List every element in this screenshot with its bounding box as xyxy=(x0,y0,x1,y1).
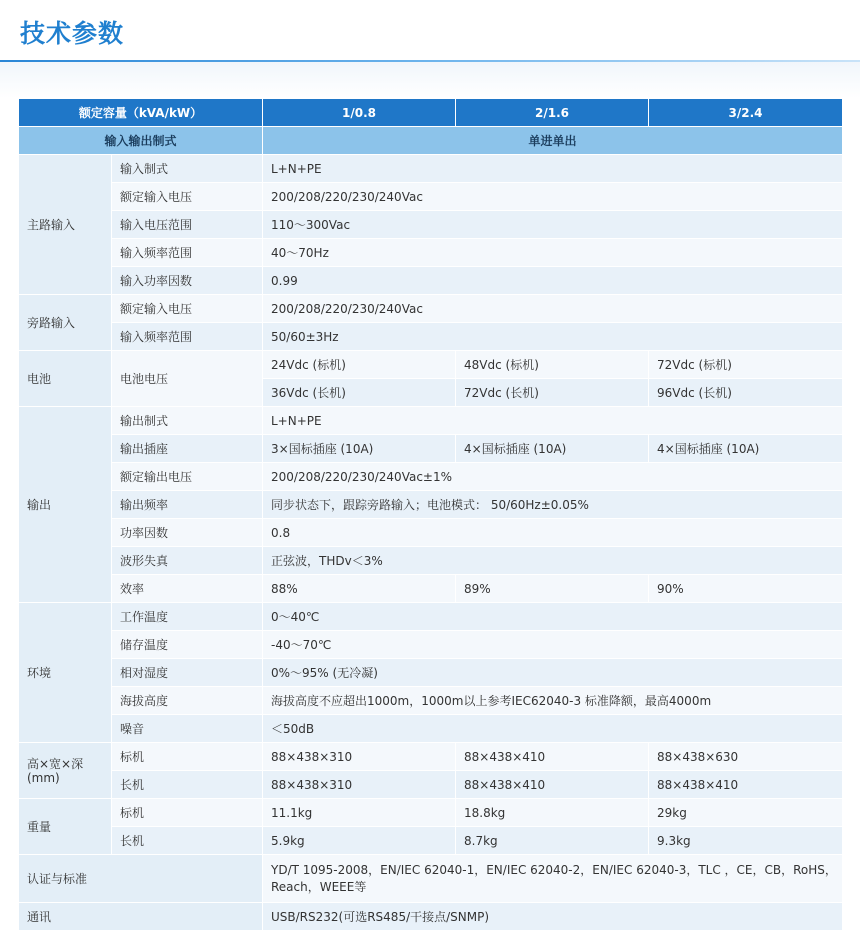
row-value: 88×438×410 xyxy=(456,743,649,771)
table-row xyxy=(19,715,843,743)
subheader-row xyxy=(19,127,843,155)
row-label: 效率 xyxy=(112,575,263,603)
table-row xyxy=(19,575,843,603)
table-row xyxy=(19,547,843,575)
spec-table xyxy=(18,98,843,931)
row-label: 额定输入电压 xyxy=(112,183,263,211)
row-value: 29kg xyxy=(649,799,843,827)
table-row xyxy=(19,295,843,323)
row-label: 输入制式 xyxy=(112,155,263,183)
row-label: 相对湿度 xyxy=(112,659,263,687)
communication-value: USB/RS232(可选RS485/干接点/SNMP) xyxy=(263,903,843,931)
dimensions-unit: (mm) xyxy=(27,770,60,785)
row-label: 噪音 xyxy=(112,715,263,743)
row-value: 88% xyxy=(263,575,456,603)
table-row xyxy=(19,323,843,351)
table-row xyxy=(19,903,843,931)
model-header: 1/0.8 xyxy=(263,99,456,127)
row-value: 36Vdc (长机) xyxy=(263,379,456,407)
row-value: L+N+PE xyxy=(263,155,843,183)
table-row xyxy=(19,211,843,239)
row-value: 96Vdc (长机) xyxy=(649,379,843,407)
title-shade xyxy=(0,62,860,98)
page-title: 技术参数 xyxy=(20,19,125,48)
row-label: 储存温度 xyxy=(112,631,263,659)
row-label: 输出频率 xyxy=(112,491,263,519)
row-value: 0.99 xyxy=(263,267,843,295)
row-label: 工作温度 xyxy=(112,603,263,631)
row-value: 88×438×410 xyxy=(649,771,843,799)
row-value: 88×438×410 xyxy=(456,771,649,799)
row-value: 48Vdc (标机) xyxy=(456,351,649,379)
table-row xyxy=(19,631,843,659)
row-label: 输入电压范围 xyxy=(112,211,263,239)
row-value: L+N+PE xyxy=(263,407,843,435)
row-value: 3×国标插座 (10A) xyxy=(263,435,456,463)
row-label: 电池电压 xyxy=(112,351,263,407)
row-value: -40～70℃ xyxy=(263,631,843,659)
table-row xyxy=(19,239,843,267)
table-row xyxy=(19,491,843,519)
table-row xyxy=(19,799,843,827)
row-value: 72Vdc (标机) xyxy=(649,351,843,379)
row-label: 额定输出电压 xyxy=(112,463,263,491)
row-value: 0%～95% (无冷凝) xyxy=(263,659,843,687)
table-row xyxy=(19,603,843,631)
dimensions-title: 高×宽×深 xyxy=(27,756,84,771)
table-row xyxy=(19,743,843,771)
row-value: 正弦波，THDv＜3% xyxy=(263,547,843,575)
certification-value: YD/T 1095-2008，EN/IEC 62040-1，EN/IEC 62040-2，EN/IEC 62040-3，TLC ，CE，CB，RoHS，Reach，WEEE等 xyxy=(263,855,843,903)
group-output: 输出 xyxy=(19,407,112,603)
row-value: 24Vdc (标机) xyxy=(263,351,456,379)
row-label: 海拔高度 xyxy=(112,687,263,715)
group-battery: 电池 xyxy=(19,351,112,407)
group-weight: 重量 xyxy=(19,799,112,855)
table-row xyxy=(19,771,843,799)
communication-label: 通讯 xyxy=(19,903,263,931)
row-value: 200/208/220/230/240Vac xyxy=(263,295,843,323)
row-value: 9.3kg xyxy=(649,827,843,855)
row-value: 0～40℃ xyxy=(263,603,843,631)
row-value: 8.7kg xyxy=(456,827,649,855)
table-row xyxy=(19,183,843,211)
row-value: 5.9kg xyxy=(263,827,456,855)
row-value: 50/60±3Hz xyxy=(263,323,843,351)
row-value: 200/208/220/230/240Vac xyxy=(263,183,843,211)
row-label: 长机 xyxy=(112,771,263,799)
row-value: 4×国标插座 (10A) xyxy=(456,435,649,463)
row-value: 90% xyxy=(649,575,843,603)
table-row xyxy=(19,351,843,379)
row-value: 4×国标插座 (10A) xyxy=(649,435,843,463)
model-header: 3/2.4 xyxy=(649,99,843,127)
row-value: 88×438×310 xyxy=(263,743,456,771)
row-label: 额定输入电压 xyxy=(112,295,263,323)
certification-label: 认证与标准 xyxy=(19,855,263,903)
row-value: 0.8 xyxy=(263,519,843,547)
table-row xyxy=(19,267,843,295)
row-label: 输入功率因数 xyxy=(112,267,263,295)
row-value: 72Vdc (长机) xyxy=(456,379,649,407)
row-value: 40～70Hz xyxy=(263,239,843,267)
table-row xyxy=(19,155,843,183)
row-value: 89% xyxy=(456,575,649,603)
row-label: 标机 xyxy=(112,743,263,771)
row-value: ＜50dB xyxy=(263,715,843,743)
table-row xyxy=(19,519,843,547)
group-main-input: 主路输入 xyxy=(19,155,112,295)
row-label: 标机 xyxy=(112,799,263,827)
io-mode-label: 输入输出制式 xyxy=(19,127,263,155)
row-label: 输入频率范围 xyxy=(112,239,263,267)
group-environment: 环境 xyxy=(19,603,112,743)
capacity-header: 额定容量（kVA/kW） xyxy=(19,99,263,127)
table-row xyxy=(19,407,843,435)
row-value: 110～300Vac xyxy=(263,211,843,239)
header-row xyxy=(19,99,843,127)
row-value: 88×438×630 xyxy=(649,743,843,771)
table-row xyxy=(19,827,843,855)
row-label: 功率因数 xyxy=(112,519,263,547)
table-row xyxy=(19,687,843,715)
table-row xyxy=(19,659,843,687)
table-row xyxy=(19,463,843,491)
row-value: 18.8kg xyxy=(456,799,649,827)
row-label: 波形失真 xyxy=(112,547,263,575)
table-row xyxy=(19,855,843,903)
model-header: 2/1.6 xyxy=(456,99,649,127)
row-value: 88×438×310 xyxy=(263,771,456,799)
row-value: 11.1kg xyxy=(263,799,456,827)
row-label: 输入频率范围 xyxy=(112,323,263,351)
row-value: 海拔高度不应超出1000m，1000m以上参考IEC62040-3 标准降额，最高4000m xyxy=(263,687,843,715)
row-label: 长机 xyxy=(112,827,263,855)
row-label: 输出插座 xyxy=(112,435,263,463)
row-value: 同步状态下，跟踪旁路输入；电池模式： 50/60Hz±0.05% xyxy=(263,491,843,519)
row-value: 200/208/220/230/240Vac±1% xyxy=(263,463,843,491)
group-bypass-input: 旁路输入 xyxy=(19,295,112,351)
row-label: 输出制式 xyxy=(112,407,263,435)
group-dimensions xyxy=(19,743,112,799)
io-mode-value: 单进单出 xyxy=(263,127,843,155)
table-row xyxy=(19,435,843,463)
